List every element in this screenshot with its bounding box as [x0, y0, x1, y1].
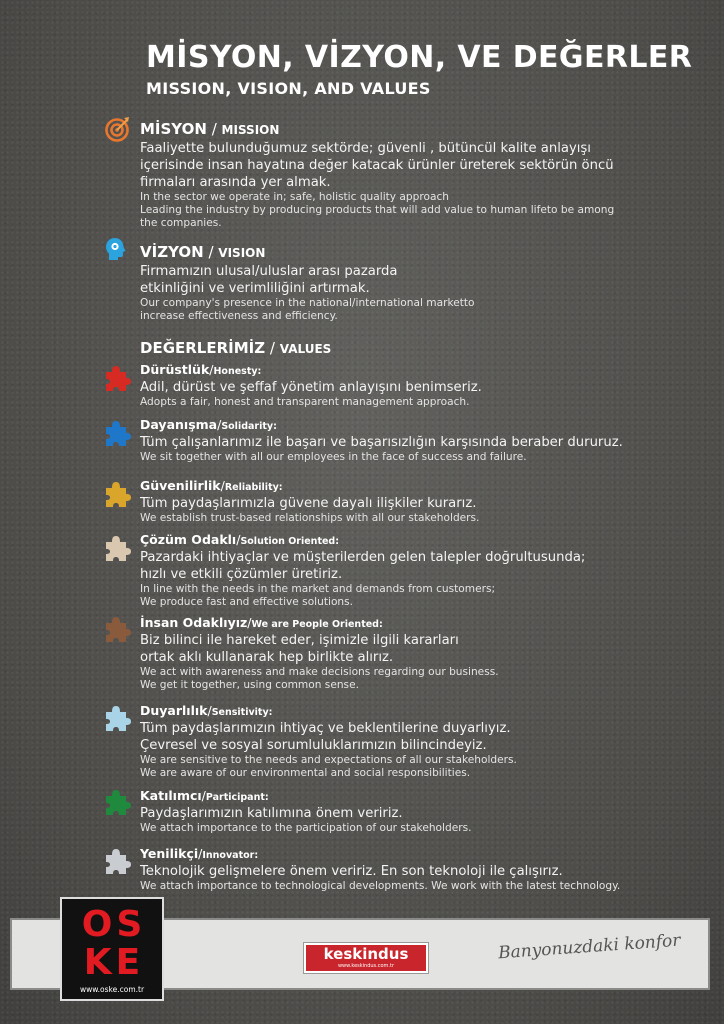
logo-letter: S [116, 904, 143, 945]
logo-letter: O [81, 904, 113, 945]
keskindus-logo[interactable] [304, 943, 428, 973]
vision-text-tr-line: etkinliğini ve verimliliğini artırmak. [140, 281, 370, 296]
puzzle-green-icon [102, 787, 132, 817]
value-text-en: We are aware of our environmental and social responsibilities. [140, 767, 471, 779]
value-text-en: In line with the needs in the market and demands from customers; [140, 583, 496, 595]
keskindus-brand: keskindus [323, 945, 409, 963]
value-title-en: Solidarity: [221, 421, 277, 432]
value-title-tr: Dürüstlük [140, 362, 210, 377]
value-title-en: We are People Oriented: [251, 619, 383, 630]
value-title: Katılımcı/Participant: [140, 788, 269, 803]
value-item-people-oriented [140, 615, 700, 692]
mission-text-tr-line: Faaliyette bulunduğumuz sektörde; güvenli , bütüncül kalite anlayışı [140, 141, 591, 156]
value-title: Çözüm Odaklı/Solution Oriented: [140, 532, 340, 547]
mission-text-en-line: In the sector we operate in; safe, holistic quality approach [140, 191, 449, 203]
value-title: Dayanışma/Solidarity: [140, 417, 277, 432]
value-text-tr: Tüm çalışanlarımız ile başarı ve başarısızlığın karşısında beraber dururuz. [140, 435, 623, 450]
value-title-tr: Güvenilirlik [140, 478, 221, 493]
value-title-en: Honesty: [213, 366, 262, 377]
value-item-sensitivity [140, 703, 700, 780]
vision-text-en-line: increase effectiveness and efficiency. [140, 310, 338, 322]
mission-title: MİSYON / MISSION [140, 120, 280, 138]
mission-text-en-line: the companies. [140, 217, 222, 229]
value-text-en: We establish trust-based relationships with all our stakeholders. [140, 512, 480, 524]
logo-letter: K [83, 942, 112, 983]
puzzle-silver-icon [102, 846, 132, 876]
value-text-en: Adopts a fair, honest and transparent management approach. [140, 396, 470, 408]
mission-title-tr: MİSYON [140, 120, 207, 138]
value-title-tr: Çözüm Odaklı [140, 532, 237, 547]
puzzle-brown-icon [102, 614, 132, 644]
value-title-en: Reliability: [224, 482, 283, 493]
value-text-en: We sit together with all our employees in the face of success and failure. [140, 451, 527, 463]
logo-url[interactable]: www.oske.com.tr [79, 985, 145, 994]
value-text-tr: Biz bilinci ile hareket eder, işimizle ilgili kararları [140, 633, 459, 648]
target-icon [104, 116, 130, 142]
value-text-en: We act with awareness and make decisions regarding our business. [140, 666, 499, 678]
value-text-tr: Pazardaki ihtiyaçlar ve müşterilerden gelen talepler doğrultusunda; [140, 550, 586, 565]
value-item-solidarity [140, 417, 700, 464]
oske-logo[interactable] [60, 897, 164, 1001]
slogan: Banyonuzdaki konfor [497, 930, 682, 964]
value-text-en: We attach importance to technological developments. We work with the latest technology. [140, 880, 621, 892]
value-title: Duyarlılık/Sensitivity: [140, 703, 273, 718]
vision-section [140, 243, 700, 323]
value-text-en: We produce fast and effective solutions. [140, 596, 354, 608]
value-title-tr: Dayanışma [140, 417, 218, 432]
value-item-solution-oriented [140, 532, 700, 609]
values-header [140, 339, 700, 358]
value-text-tr: Tüm paydaşlarımızın ihtiyaç ve beklentilerine duyarlıyız. [140, 721, 511, 736]
value-text-tr: hızlı ve etkili çözümler üretiriz. [140, 567, 343, 582]
puzzle-blue-icon [102, 418, 132, 448]
value-item-honesty [140, 362, 700, 409]
values-title-tr: DEĞERLERİMİZ [140, 339, 266, 357]
value-title-en: Sensitivity: [211, 707, 273, 718]
puzzle-gold-icon [102, 479, 132, 509]
page-title: MİSYON, VİZYON, VE DEĞERLER [146, 40, 693, 75]
value-title: İnsan Odaklıyız/We are People Oriented: [140, 615, 383, 630]
value-title: Dürüstlük/Honesty: [140, 362, 262, 377]
vision-title-tr: VİZYON [140, 243, 204, 261]
value-text-tr: Tüm paydaşlarımızla güvene dayalı ilişkiler kurarız. [140, 496, 477, 511]
mission-title-en: MISSION [221, 123, 280, 137]
vision-head-icon [103, 236, 129, 262]
vision-text-tr-line: Firmamızın ulusal/uluslar arası pazarda [140, 264, 398, 279]
vision-title: VİZYON / VISION [140, 243, 266, 261]
mission-text-en-line: Leading the industry by producing products that will add value to human lifeto be among [140, 204, 615, 216]
value-title: Yenilikçi/Innovator: [140, 846, 259, 861]
mission-text-tr-line: firmaları arasında yer almak. [140, 175, 331, 190]
puzzle-red-icon [102, 363, 132, 393]
value-item-innovator [140, 846, 710, 893]
mission-text-tr-line: içerisinde insan hayatına değer katacak ürünler üreterek sektörün öncü [140, 158, 614, 173]
puzzle-beige-icon [102, 533, 132, 563]
values-title: DEĞERLERİMİZ / VALUES [140, 339, 332, 357]
value-title-en: Solution Oriented: [240, 536, 340, 547]
value-item-reliability [140, 478, 700, 525]
vision-title-en: VISION [218, 246, 266, 260]
value-title-en: Participant: [205, 792, 269, 803]
value-title-tr: Yenilikçi [140, 846, 199, 861]
value-text-tr: Çevresel ve sosyal sorumluluklarımızın bilincindeyiz. [140, 738, 487, 753]
value-title-tr: Katılımcı [140, 788, 202, 803]
value-text-tr: Teknolojik gelişmelere önem veririz. En son teknoloji ile çalışırız. [140, 864, 563, 879]
keskindus-url: www.keskindus.com.tr [337, 963, 395, 969]
value-text-en: We get it together, using common sense. [140, 679, 359, 691]
value-text-en: We attach importance to the participation of our stakeholders. [140, 822, 472, 834]
value-text-tr: Paydaşlarımızın katılımına önem veririz. [140, 806, 403, 821]
mission-section [140, 120, 700, 230]
value-title-tr: Duyarlılık [140, 703, 208, 718]
page-subtitle: MISSION, VISION, AND VALUES [146, 79, 431, 98]
logo-letter: E [115, 942, 141, 983]
value-text-en: We are sensitive to the needs and expectations of all our stakeholders. [140, 754, 517, 766]
value-title: Güvenilirlik/Reliability: [140, 478, 283, 493]
value-text-tr: Adil, dürüst ve şeffaf yönetim anlayışını benimseriz. [140, 380, 482, 395]
values-title-en: VALUES [279, 342, 332, 356]
puzzle-lightblue-icon [102, 703, 132, 733]
vision-text-en-line: Our company's presence in the national/international marketto [140, 297, 475, 309]
value-title-en: Innovator: [202, 850, 259, 861]
value-item-participant [140, 788, 700, 835]
value-text-tr: ortak aklı kullanarak hep birlikte alırız. [140, 650, 394, 665]
value-title-tr: İnsan Odaklıyız [140, 615, 248, 630]
